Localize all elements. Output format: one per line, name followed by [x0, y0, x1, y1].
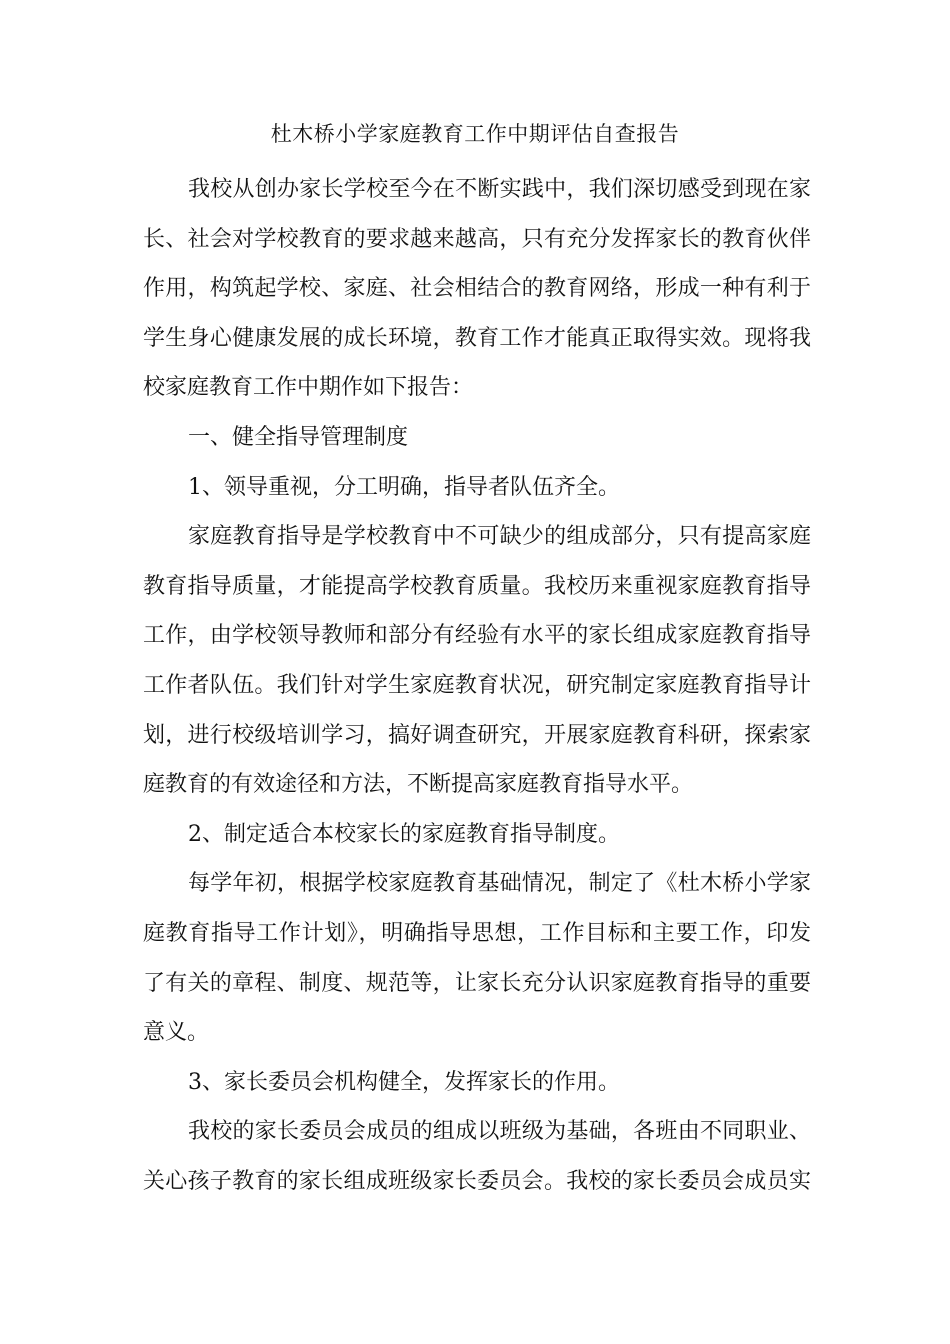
paragraph-line: 作用，构筑起学校、家庭、社会相结合的教育网络，形成一种有利于	[143, 276, 811, 302]
paragraph-line: 每学年初，根据学校家庭教育基础情况，制定了《杜木桥小学家	[188, 871, 811, 897]
paragraph-line: 庭教育指导工作计划》，明确指导思想，工作目标和主要工作，印发	[143, 920, 811, 946]
paragraph-line: 长、社会对学校教育的要求越来越高，只有充分发挥家长的教育伙伴	[143, 226, 811, 252]
section-heading-line: 1、领导重视，分工明确，指导者队伍齐全。	[188, 474, 620, 500]
paragraph-line: 学生身心健康发展的成长环境，教育工作才能真正取得实效。现将我	[143, 325, 811, 351]
paragraph-line: 意义。	[143, 1020, 210, 1046]
paragraph-line: 我校的家长委员会成员的组成以班级为基础，各班由不同职业、	[188, 1119, 811, 1145]
paragraph-line: 我校从创办家长学校至今在不断实践中，我们深切感受到现在家	[188, 177, 811, 202]
paragraph-line: 关心孩子教育的家长组成班级家长委员会。我校的家长委员会成员实	[143, 1168, 811, 1194]
paragraph-line: 教育指导质量，才能提高学校教育质量。我校历来重视家庭教育指导	[143, 573, 811, 599]
section-heading-line: 3、家长委员会机构健全，发挥家长的作用。	[188, 1069, 620, 1095]
paragraph-line: 划，进行校级培训学习，搞好调查研究，开展家庭教育科研，探索家	[143, 722, 811, 748]
paragraph-line: 工作，由学校领导教师和部分有经验有水平的家长组成家庭教育指导	[143, 623, 811, 649]
section-heading-line: 一、健全指导管理制度	[188, 424, 409, 450]
paragraph-line: 工作者队伍。我们针对学生家庭教育状况，研究制定家庭教育指导计	[143, 672, 811, 698]
document-body	[143, 165, 811, 1206]
document-title: 杜木桥小学家庭教育工作中期评估自查报告	[270, 122, 680, 146]
paragraph-line: 家庭教育指导是学校教育中不可缺少的组成部分，只有提高家庭	[188, 524, 811, 550]
paragraph-line: 了有关的章程、制度、规范等，让家长充分认识家庭教育指导的重要	[143, 970, 811, 996]
paragraph-line: 庭教育的有效途径和方法，不断提高家庭教育指导水平。	[143, 772, 694, 798]
section-heading-line: 2、制定适合本校家长的家庭教育指导制度。	[188, 821, 620, 847]
paragraph-line: 校家庭教育工作中期作如下报告：	[143, 375, 474, 401]
